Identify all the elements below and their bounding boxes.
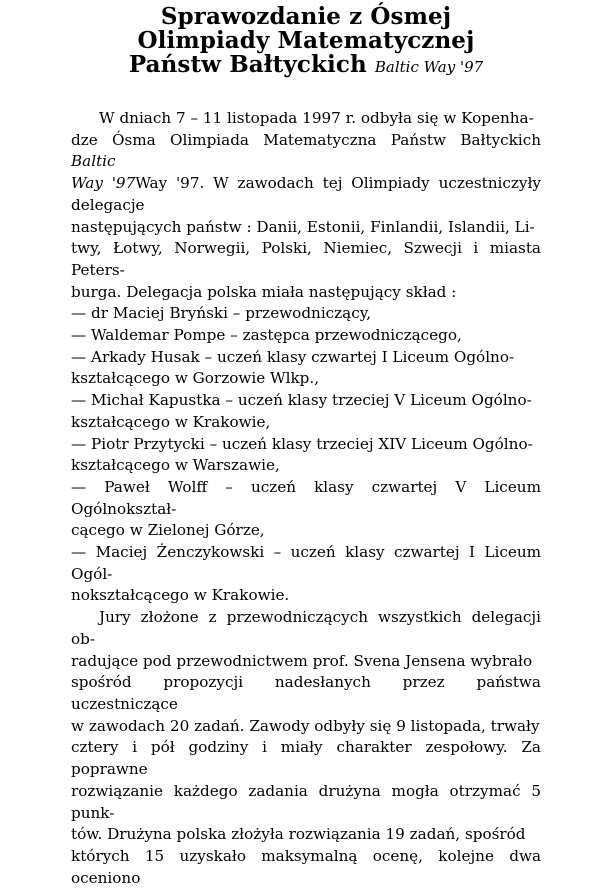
paragraph-1-line: [71, 130, 541, 173]
paragraph-2-line: radujące pod przewodnictwem prof. Svena Jensena wybrało: [71, 651, 533, 670]
title-subtitle: Baltic Way '97: [374, 58, 484, 76]
delegation-line: — Michał Kapustka – uczeń klasy trzeciej V Liceum Ogólno-: [71, 391, 532, 410]
italic-baltic: Baltic: [71, 152, 116, 171]
paragraph-2-line: w zawodach 20 zadań. Zawody odbyły się 9 listopada, trwały: [71, 716, 540, 735]
paragraph-1-line-text: Way '97. W zawodach tej Olimpiady uczestniczyły delegacje: [71, 174, 541, 214]
delegation-line: kształcącego w Warszawie,: [71, 456, 280, 475]
paragraph-2-line: spośród propozycji nadesłanych przez państwa uczestniczące: [71, 673, 541, 713]
title-line-3-text: Państw Bałtyckich: [128, 51, 367, 78]
delegation-line: kształcącego w Gorzowie Wlkp.,: [71, 369, 320, 388]
paragraph-1-line: [71, 173, 541, 216]
paragraph-1-line: burga. Delegacja polska miała następujący skład :: [71, 282, 457, 301]
delegation-line: — dr Maciej Bryński – przewodniczący,: [71, 304, 372, 323]
document-page: [71, 0, 541, 889]
delegation-line: — Waldemar Pompe – zastępca przewodniczącego,: [71, 326, 462, 345]
paragraph-2: [71, 607, 541, 889]
paragraph-2-line: Jury złożone z przewodniczących wszystkich delegacji ob-: [71, 608, 541, 648]
delegation-line: — Piotr Przytycki – uczeń klasy trzeciej XIV Liceum Ogólno-: [71, 434, 533, 453]
title-line-1: Sprawozdanie z Ósmej: [160, 3, 452, 30]
paragraph-1-line: W dniach 7 – 11 listopada 1997 r. odbyła się w Kopenha-: [99, 109, 534, 127]
paragraph-1-line: twy, Łotwy, Norwegii, Polski, Niemiec, Szwecji i miasta Peters-: [71, 239, 541, 279]
paragraph-2-line: cztery i pół godziny i miały charakter zespołowy. Za poprawne: [71, 738, 541, 779]
italic-way: Way '97: [71, 174, 136, 193]
delegation-line: nokształcącego w Krakowie.: [71, 586, 290, 605]
paragraph-1-line-text: dze Ósma Olimpiada Matematyczna Państw Bałtyckich: [71, 130, 541, 149]
paragraph-2-line: rozwiązanie każdego zadania drużyna mogła otrzymać 5 punk-: [71, 781, 541, 822]
paragraph-2-line: tów. Drużyna polska złożyła rozwiązania 19 zadań, spośród: [71, 825, 526, 844]
delegation-line: cącego w Zielonej Górze,: [71, 521, 265, 540]
title-line-3: [71, 53, 541, 79]
paragraph-2-line: których 15 uzyskało maksymalną ocenę, kolejne dwa oceniono: [71, 846, 541, 887]
document-title: [71, 5, 541, 79]
paragraph-1-line: następujących państw : Danii, Estonii, Finlandii, Islandii, Li-: [71, 217, 535, 236]
delegation-line: — Arkady Husak – uczeń klasy czwartej I Liceum Ogólno-: [71, 347, 515, 366]
title-line-2: Olimpiady Matematycznej: [137, 27, 475, 54]
document-body: [71, 108, 541, 889]
delegation-line: — Paweł Wolff – uczeń klasy czwartej V Liceum Ogólnokształ-: [71, 477, 541, 518]
paragraph-1: [71, 108, 541, 303]
delegation-list: [71, 303, 541, 607]
delegation-line: kształcącego w Krakowie,: [71, 412, 271, 431]
delegation-line: — Maciej Żenczykowski – uczeń klasy czwartej I Liceum Ogól-: [71, 543, 541, 583]
